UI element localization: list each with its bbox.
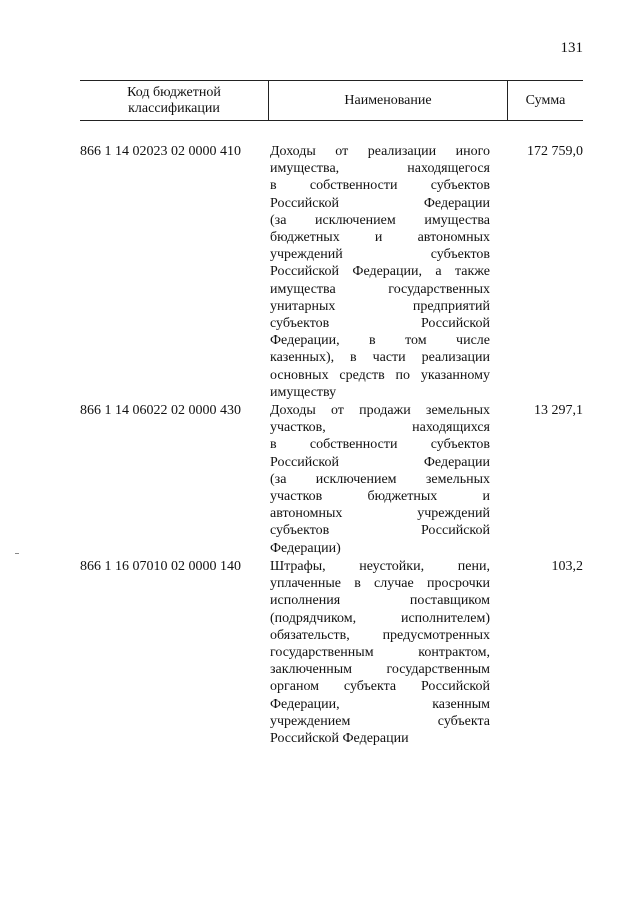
name-line: заключенным государственным xyxy=(270,662,490,678)
name-line: Доходы от реализации иного xyxy=(270,144,490,159)
name-line: участков, находящихся xyxy=(270,420,490,436)
row-name xyxy=(270,143,490,401)
name-line: Федерации, в том числе xyxy=(270,333,490,349)
name-line: государственным контрактом, xyxy=(270,645,490,661)
row-sum: 103,2 xyxy=(551,559,583,574)
name-line: имуществу xyxy=(270,384,337,400)
name-line: имущества, находящегося xyxy=(270,161,490,177)
name-line: бюджетных и автономных xyxy=(270,230,490,246)
row-code: 866 1 14 02023 02 0000 410 xyxy=(80,144,241,159)
name-line: (за исключением имущества xyxy=(270,212,490,228)
header-name: Наименование xyxy=(269,81,508,120)
name-line: в собственности субъектов xyxy=(270,437,490,453)
header-sum: Сумма xyxy=(525,92,566,108)
name-line: обязательств, предусмотренных xyxy=(270,627,490,643)
name-line: Доходы от продажи земельных xyxy=(270,403,490,418)
header-code-line1: Код бюджетной xyxy=(127,84,221,100)
row-name xyxy=(270,558,490,747)
row-name xyxy=(270,402,490,557)
table-header xyxy=(80,80,583,121)
name-line: органом субъекта Российской xyxy=(270,679,490,695)
name-line: (за исключением земельных xyxy=(270,471,490,487)
name-line: Федерации, казенным xyxy=(270,696,490,712)
name-line: Федерации) xyxy=(270,540,341,556)
name-line: унитарных предприятий xyxy=(270,298,490,314)
name-line: субъектов Российской xyxy=(270,523,490,539)
name-line: субъектов Российской xyxy=(270,316,490,332)
name-line: (подрядчиком, исполнителем) xyxy=(270,610,490,626)
name-line: имущества государственных xyxy=(270,281,490,297)
row-sum: 13 297,1 xyxy=(534,403,583,418)
name-line: учреждением субъекта xyxy=(270,713,490,729)
name-line: учреждений субъектов xyxy=(270,247,490,263)
header-code xyxy=(80,81,269,120)
row-code: 866 1 16 07010 02 0000 140 xyxy=(80,559,241,574)
page-number: 131 xyxy=(560,40,583,56)
name-line: исполнения поставщиком xyxy=(270,593,490,609)
name-line: Российской Федерации xyxy=(270,195,490,211)
name-line: основных средств по указанному xyxy=(270,367,490,383)
name-line: участков бюджетных и xyxy=(270,489,490,505)
name-line: Российской Федерации, а также xyxy=(270,264,490,280)
row-sum: 172 759,0 xyxy=(527,144,583,159)
header-code-line2: классификации xyxy=(128,100,220,116)
margin-mark xyxy=(15,553,19,554)
row-code: 866 1 14 06022 02 0000 430 xyxy=(80,403,241,418)
name-line: Российской Федерации xyxy=(270,454,490,470)
name-line: в собственности субъектов xyxy=(270,178,490,194)
name-line: Штрафы, неустойки, пени, xyxy=(270,559,490,574)
name-line: уплаченные в случае просрочки xyxy=(270,576,490,592)
name-line: автономных учреждений xyxy=(270,506,490,522)
name-line: Российской Федерации xyxy=(270,731,409,747)
name-line: казенных), в части реализации xyxy=(270,350,490,366)
